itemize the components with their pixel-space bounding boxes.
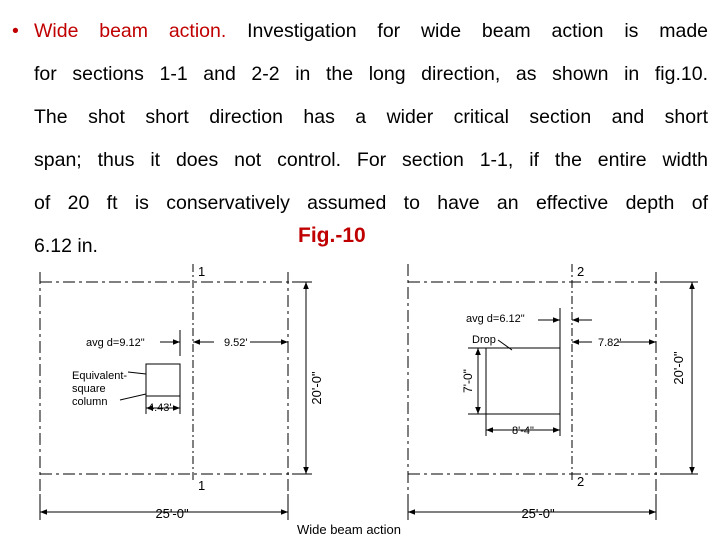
left-section-bottom-label: 1 (198, 478, 206, 493)
line-5: of 20 ft is conservatively assumed to have an effective depth of (34, 192, 708, 214)
line-3: The shot short direction has a wider critical section and short (34, 106, 708, 128)
line-2: for sections 1-1 and 2-2 in the long direction, as shown in fig.10. (34, 63, 708, 85)
line-1: Investigation for wide beam action is made (247, 20, 709, 42)
left-col-label-1: Equivalent- (72, 370, 128, 382)
left-col-dim-label: 4.43' (148, 402, 172, 414)
right-width-label: 25'-0" (521, 506, 555, 521)
right-section-bottom-label: 2 (577, 474, 585, 489)
line-4: span; thus it does not control. For section 1-1, if the entire width (34, 149, 708, 171)
left-section-top-label: 1 (198, 264, 206, 279)
left-col-leader-1 (128, 372, 146, 374)
lead-phrase: Wide beam action. (34, 20, 227, 42)
equivalent-square-column (146, 364, 180, 396)
left-height-label: 20'-0" (309, 371, 324, 405)
right-section-top-label: 2 (577, 264, 585, 279)
left-avgd-label: avg d=9.12" (86, 337, 145, 349)
figure-title: Fig.-10 (298, 224, 366, 247)
figure-caption: Wide beam action (296, 522, 402, 537)
right-dist-label: 7.82' (598, 337, 622, 349)
left-col-label-2: square (72, 383, 106, 395)
line-6: 6.12 in. (34, 235, 98, 257)
drop-label: Drop (472, 334, 496, 346)
right-height-label: 20'-0" (671, 351, 686, 385)
bullet: • (12, 20, 19, 42)
left-col-leader-2 (120, 394, 146, 400)
drop-height-label: 7'-0" (461, 369, 475, 393)
drop-panel (486, 348, 560, 414)
left-width-label: 25'-0" (155, 506, 189, 521)
left-dist-label: 9.52' (224, 337, 248, 349)
right-avgd-label: avg d=6.12" (466, 313, 525, 325)
drop-width-label: 8'-4" (512, 425, 534, 437)
left-col-label-3: column (72, 396, 108, 408)
